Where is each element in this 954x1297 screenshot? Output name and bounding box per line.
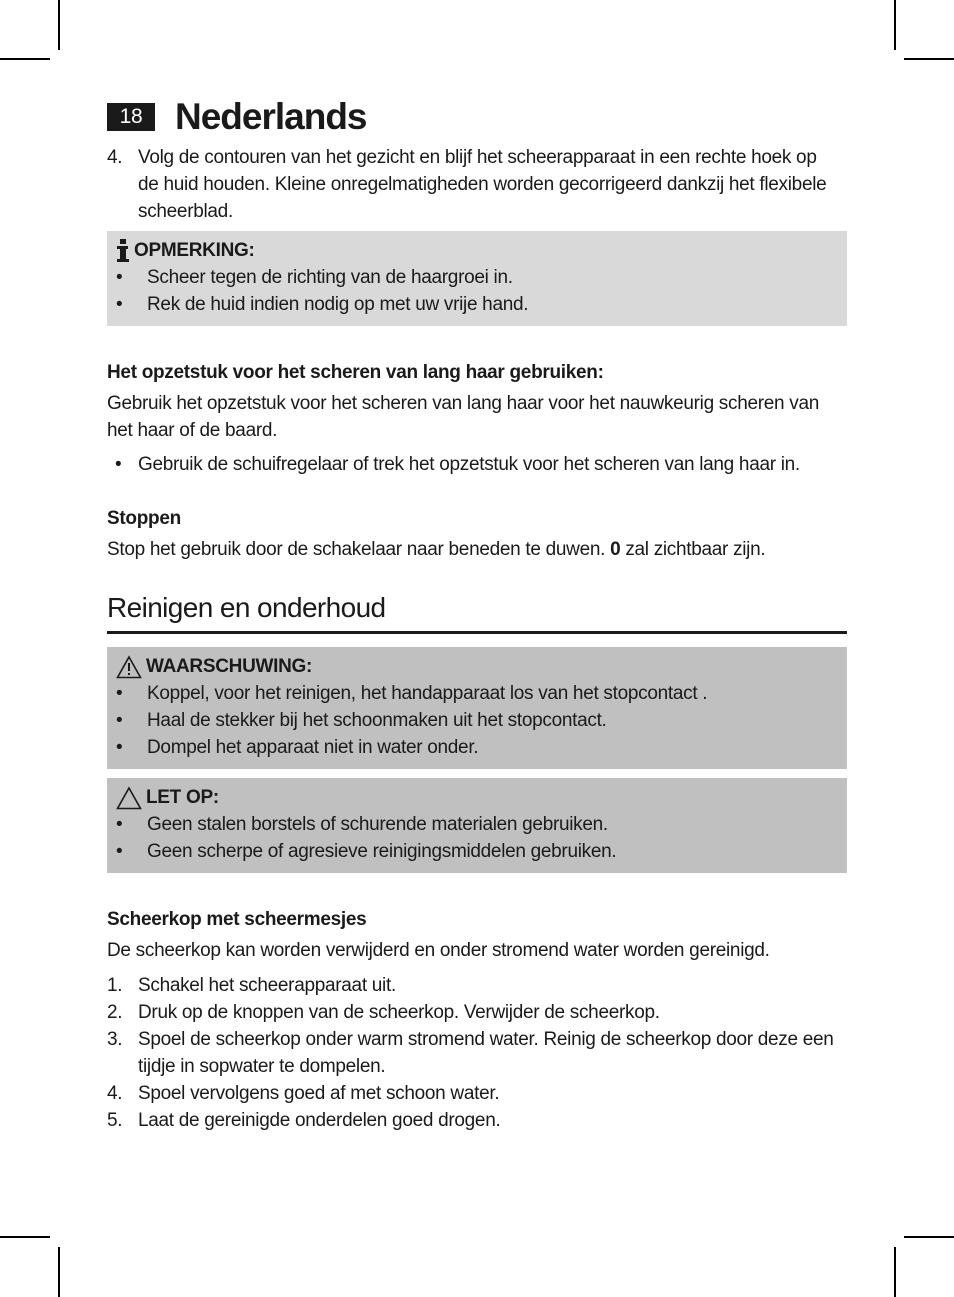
step-line: de huid houden. Kleine onregelmatigheden worden gecorrigeerd dankzij het flexibele <box>138 174 827 195</box>
list-item-text: Haal de stekker bij het schoonmaken uit het stopcontact. <box>147 710 607 731</box>
long-hair-heading: Het opzetstuk voor het scheren van lang haar gebruiken: <box>107 362 604 383</box>
crop-mark <box>904 58 954 60</box>
text-line: Gebruik het opzetstuk voor het scheren van lang haar voor het nauwkeurig scheren van <box>107 393 820 414</box>
step-number: 4. <box>107 1083 123 1104</box>
stop-value: 0 <box>610 539 621 560</box>
crop-mark <box>0 58 50 60</box>
stop-text-part: zal zichtbaar zijn. <box>620 539 766 560</box>
shaver-head-heading: Scheerkop met scheermesjes <box>107 909 367 930</box>
page-number: 18 <box>107 103 155 131</box>
caution-box <box>107 778 847 873</box>
crop-mark <box>894 1247 896 1297</box>
step-line: tijdje in sopwater te dompelen. <box>138 1056 386 1077</box>
warning-title: WAARSCHUWING: <box>146 656 313 677</box>
note-header <box>116 237 839 264</box>
step-text: Spoel vervolgens goed af met schoon water. <box>138 1083 500 1104</box>
list-item-text: Geen scherpe of agresieve reinigingsmiddelen gebruiken. <box>147 841 617 862</box>
list-item: • Dompel het apparaat niet in water onder. <box>116 734 839 761</box>
long-hair-text <box>107 390 847 444</box>
crop-mark <box>0 1236 50 1238</box>
list-item-text: Gebruik de schuifregelaar of trek het opzetstuk voor het scheren van lang haar in. <box>138 454 800 475</box>
note-box <box>107 231 847 326</box>
stop-text-part: Stop het gebruik door de schakelaar naar beneden te duwen. <box>107 539 611 560</box>
list-item-text: Koppel, voor het reinigen, het handapparaat los van het stopcontact . <box>147 683 708 704</box>
intro-step <box>107 144 847 225</box>
steps-list <box>107 972 847 1134</box>
stop-heading: Stoppen <box>107 508 181 529</box>
step-line: scheerblad. <box>138 201 233 222</box>
crop-mark <box>58 0 60 50</box>
step-number: 5. <box>107 1110 123 1131</box>
shaver-head-text: De scheerkop kan worden verwijderd en onder stromend water worden gereinigd. <box>107 940 770 961</box>
caution-title: LET OP: <box>146 787 219 808</box>
list-item-text: Scheer tegen de richting van de haargroei in. <box>147 267 513 288</box>
section-divider <box>107 631 847 634</box>
crop-mark <box>58 1247 60 1297</box>
list-item: • Koppel, voor het reinigen, het handapparaat los van het stopcontact . <box>116 680 839 707</box>
step-number: 3. <box>107 1029 123 1050</box>
caution-header <box>116 784 839 811</box>
list-item: • Rek de huid indien nodig op met uw vrije hand. <box>116 291 839 318</box>
list-item: • Scheer tegen de richting van de haargroei in. <box>116 264 839 291</box>
list-item <box>107 1026 847 1080</box>
info-icon <box>116 239 130 263</box>
list-item: • Geen scherpe of agresieve reinigingsmiddelen gebruiken. <box>116 838 839 865</box>
crop-mark <box>894 0 896 50</box>
list-item: • Geen stalen borstels of schurende materialen gebruiken. <box>116 811 839 838</box>
caution-triangle-icon <box>116 786 142 810</box>
list-item <box>107 1107 847 1134</box>
list-item <box>107 972 847 999</box>
crop-mark <box>904 1236 954 1238</box>
step-number: 4. <box>107 147 123 168</box>
stop-text <box>107 536 847 563</box>
note-title: OPMERKING: <box>134 240 255 261</box>
section-title: Reinigen en onderhoud <box>107 592 386 623</box>
list-item-text: Dompel het apparaat niet in water onder. <box>147 737 479 758</box>
step-text: Druk op de knoppen van de scheerkop. Verwijder de scheerkop. <box>138 1002 660 1023</box>
warning-triangle-icon <box>116 655 142 679</box>
step-line: Volg de contouren van het gezicht en blijf het scheerapparaat in een rechte hoek op <box>138 147 817 168</box>
step-text: Laat de gereinigde onderdelen goed drogen. <box>138 1110 501 1131</box>
list-item: • Gebruik de schuifregelaar of trek het opzetstuk voor het scheren van lang haar in. <box>107 451 847 478</box>
step-number: 2. <box>107 1002 123 1023</box>
step-number: 1. <box>107 975 123 996</box>
list-item-text: Rek de huid indien nodig op met uw vrije hand. <box>147 294 529 315</box>
list-item: • Haal de stekker bij het schoonmaken uit het stopcontact. <box>116 707 839 734</box>
step-text <box>138 144 847 225</box>
step-line: Spoel de scheerkop onder warm stromend water. Reinig de scheerkop door deze een <box>138 1029 834 1050</box>
list-item-text: Geen stalen borstels of schurende materialen gebruiken. <box>147 814 608 835</box>
language-title: Nederlands <box>175 96 367 137</box>
list-item <box>107 1080 847 1107</box>
warning-box <box>107 647 847 769</box>
step-text: Schakel het scheerapparaat uit. <box>138 975 396 996</box>
list-item <box>107 999 847 1026</box>
warning-header <box>116 653 839 680</box>
page-header <box>107 97 367 137</box>
step-text <box>138 1026 847 1080</box>
text-line: het haar of de baard. <box>107 420 278 441</box>
